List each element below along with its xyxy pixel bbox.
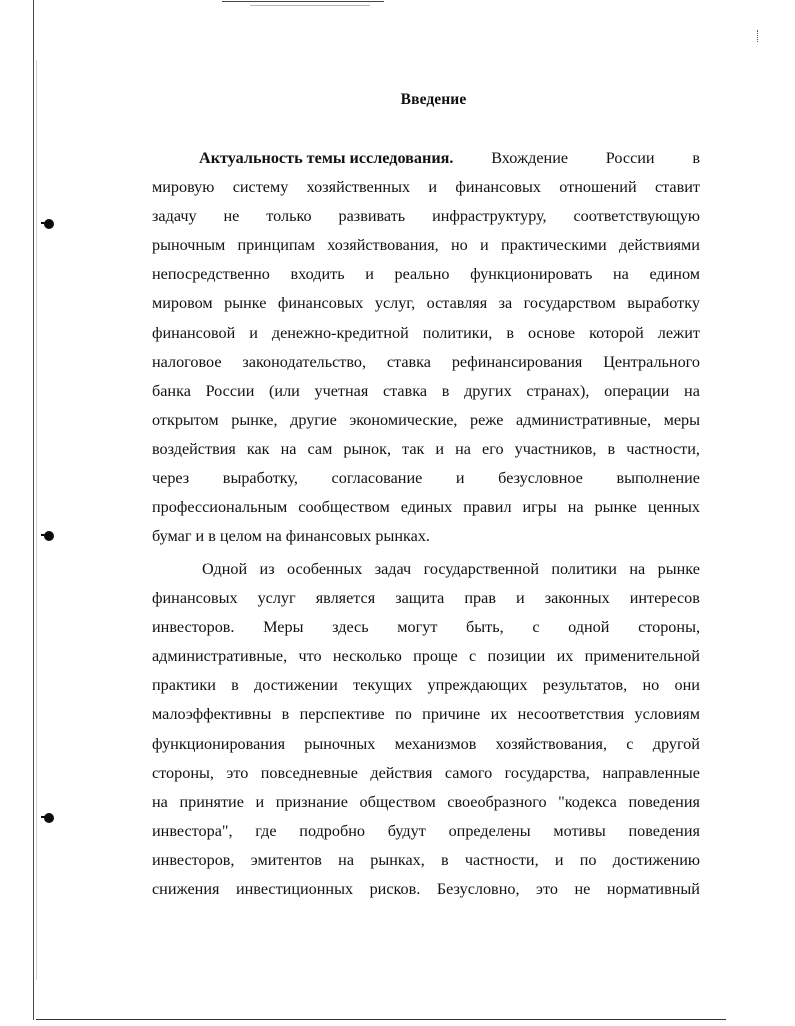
text-line: непосредственно входить и реально функционировать на едином	[152, 265, 700, 284]
scan-left-shadow	[36, 60, 37, 980]
text-line: налоговое законодательство, ставка рефинансирования Центрального	[152, 352, 700, 371]
scan-bottom-border	[36, 1019, 726, 1020]
scan-speck	[757, 30, 760, 42]
text-line: мировом рынке финансовых услуг, оставляя за государством выработку	[152, 294, 700, 313]
paragraph-investor-protection	[152, 555, 700, 904]
text-line: инвестора", где подробно будут определены мотивы поведения	[152, 821, 700, 840]
text-line: инвесторов, эмитентов на рынках, в частности, и по достижению	[152, 850, 700, 869]
text-line: административные, что несколько проще с позиции их применительной	[152, 647, 700, 666]
text-line: на принятие и признание обществом своеобразного "кодекса поведения	[152, 792, 700, 811]
text-line: малоэффективны в перспективе по причине их несоответствия условиям	[152, 705, 700, 724]
text-line: банка России (или учетная ставка в других странах), операции на	[152, 381, 700, 400]
section-lead: Актуальность темы исследования.	[199, 149, 454, 167]
text-line: через выработку, согласование и безусловное выполнение	[152, 469, 700, 488]
text-line: открытом рынке, другие экономические, реже административные, меры	[152, 410, 700, 429]
text-line: практики в достижении текущих упреждающих результатов, но они	[152, 676, 700, 695]
text-line: профессиональным сообществом единых правил игры на рынке ценных	[152, 498, 700, 517]
text-line: мировую систему хозяйственных и финансовых отношений ставит	[152, 178, 700, 197]
paragraph-lines	[152, 584, 700, 904]
text-line: стороны, это повседневные действия самого государства, направленные	[152, 763, 700, 782]
scan-top-shadow	[250, 5, 370, 6]
scan-left-border	[33, 0, 34, 1020]
text-line: инвесторов. Меры здесь могут быть, с одной стороны,	[152, 618, 700, 637]
text-line: задачу не только развивать инфраструктуру, соответствующую	[152, 207, 700, 226]
paragraph-relevance	[152, 144, 700, 551]
paragraph-first-line: Актуальность темы исследования. Вхождение России в	[152, 144, 700, 173]
page-title: Введение	[400, 91, 467, 108]
text-line: рыночным принципам хозяйствования, но и практическими действиями	[152, 236, 700, 255]
text-line: функционирования рыночных механизмов хозяйствования, с другой	[152, 734, 700, 753]
text-line: воздействия как на сам рынок, так и на его участников, в частности,	[152, 439, 700, 458]
paragraph-lines	[152, 173, 700, 522]
punch-hole-mark	[44, 219, 54, 229]
paragraph-first-line: Одной из особенных задач государственной политики на рынке	[202, 560, 700, 578]
punch-hole-mark	[44, 813, 54, 823]
paragraph-last-line: бумаг и в целом на финансовых рынках.	[152, 527, 430, 546]
scan-top-border	[222, 1, 384, 2]
text-line: финансовых услуг является защита прав и законных интересов	[152, 589, 700, 608]
text-line: снижения инвестиционных рисков. Безусловно, это не нормативный	[152, 880, 700, 899]
punch-hole-mark	[44, 531, 54, 541]
text-line: финансовой и денежно-кредитной политики, в основе которой лежит	[152, 323, 700, 342]
